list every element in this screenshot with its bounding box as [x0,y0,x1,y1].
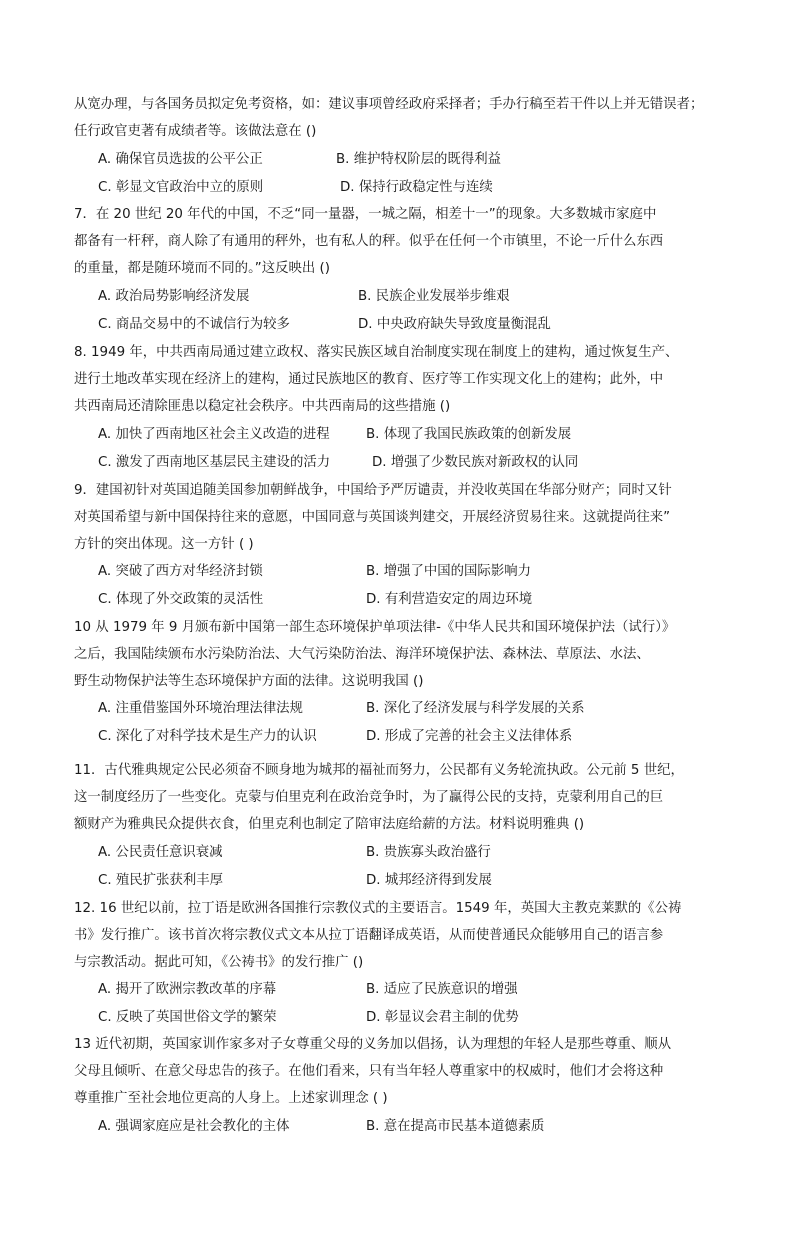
q8-option-c[interactable]: C. 激发了西南地区基层民主建设的活力 [98,455,331,470]
q11-line-1: 11．古代雅典规定公民必须奋不顾身地为城邦的福祉而努力，公民都有义务轮流执政。公元前 5 世纪， [74,763,684,778]
q11-option-b[interactable]: B. 贵族寡头政治盛行 [366,845,491,860]
q6-option-b[interactable]: B. 维护特权阶层的既得利益 [336,152,501,167]
q13-option-b[interactable]: B. 意在提高市民基本道德素质 [366,1119,545,1134]
q13-line-3: 尊重推广至社会地位更高的人身上。上述家训理念 ( ) [74,1091,388,1106]
q11-option-a[interactable]: A. 公民责任意识衰减 [98,845,223,860]
q13-line-1: 13 近代初期，英国家训作家多对子女尊重父母的义务加以倡扬，认为理想的年轻人是那些尊重、顺从 [74,1037,672,1052]
q10-line-1: 10 从 1979 年 9 月颁布新中国第一部生态环境保护单项法律-《中华人民共和国环境保护法（试行）》 [74,620,676,635]
q10-option-d[interactable]: D. 形成了完善的社会主义法律体系 [366,729,573,744]
q13-line-2: 父母且倾听、在意父母忠告的孩子。在他们看来，只有当年轻人尊重家中的权威时，他们才会将这种 [74,1064,664,1079]
q6-option-a[interactable]: A. 确保官员选拔的公平公正 [98,152,263,167]
q7-option-d[interactable]: D. 中央政府缺失导致度量衡混乱 [358,317,551,332]
q8-option-d[interactable]: D. 增强了少数民族对新政权的认同 [372,455,579,470]
q12-option-b[interactable]: B. 适应了民族意识的增强 [366,982,518,997]
q7-line-1: 7．在 20 世纪 20 年代的中国，不乏“同一量器，一城之隔，相差十一”的现象。大多数城市家庭中 [74,207,657,222]
q10-line-3: 野生动物保护法等生态环境保护方面的法律。这说明我国 () [74,674,424,689]
q6-line-1: 从宽办理，与各国务员拟定免考资格，如：建议事项曾经政府采择者；手办行稿至若干件以上并无错误者； [74,97,704,112]
q7-option-c[interactable]: C. 商品交易中的不诚信行为较多 [98,317,290,332]
q9-line-2: 对英国希望与新中国保持往来的意愿，中国同意与英国谈判建交，开展经济贸易往来。这就提尚往来” [74,510,671,525]
q12-option-d[interactable]: D. 彰显议会君主制的优势 [366,1010,519,1025]
q6-option-c[interactable]: C. 彰显文官政治中立的原则 [98,180,264,195]
q10-option-b[interactable]: B. 深化了经济发展与科学发展的关系 [366,701,585,716]
q6-option-d[interactable]: D. 保持行政稳定性与连续 [340,180,493,195]
q9-line-3: 方针的突出体现。这一方针 ( ) [74,537,254,552]
q12-option-a[interactable]: A. 揭开了欧洲宗教改革的序幕 [98,982,277,997]
q11-line-3: 额财产为雅典民众提供衣食，伯里克利也制定了陪审法庭给薪的方法。材料说明雅典 () [74,817,585,832]
q11-option-d[interactable]: D. 城邦经济得到发展 [366,873,492,888]
q7-option-a[interactable]: A. 政治局势影响经济发展 [98,289,250,304]
q7-line-3: 的重量，都是随环境而不同的。”这反映出 () [74,261,330,276]
q12-line-3: 与宗教活动。据此可知，《公祷书》的发行推广 () [74,955,364,970]
q13-option-a[interactable]: A. 强调家庭应是社会教化的主体 [98,1119,290,1134]
q7-option-b[interactable]: B. 民族企业发展举步维艰 [358,289,510,304]
q8-line-3: 共西南局还清除匪患以稳定社会秩序。中共西南局的这些措施 () [74,399,451,414]
q12-option-c[interactable]: C. 反映了英国世俗文学的繁荣 [98,1010,277,1025]
q7-line-2: 都备有一杆秤，商人除了有通用的秤外，也有私人的秤。似乎在任何一个市镇里，不论一斤什么东西 [74,234,664,249]
q8-line-1: 8. 1949 年，中共西南局通过建立政权、落实民族区域自治制度实现在制度上的建构，通过恢复生产、 [74,345,679,360]
q12-line-1: 12. 16 世纪以前，拉丁语是欧洲各国推行宗教仪式的主要语言。1549 年，英国大主教克莱默的《公祷 [74,901,682,916]
q10-option-c[interactable]: C. 深化了对科学技术是生产力的认识 [98,729,317,744]
q6-line-2: 任行政官吏著有成绩者等。该做法意在 () [74,124,317,139]
q9-line-1: 9．建国初针对英国追随美国参加朝鲜战争，中国给予严厉谴责，并没收英国在华部分财产；同时又针 [74,483,672,498]
q11-option-c[interactable]: C. 殖民扩张获利丰厚 [98,873,223,888]
q10-line-2: 之后，我国陆续颁布水污染防治法、大气污染防治法、海洋环境保护法、森林法、草原法、水法、 [74,647,650,662]
q12-line-2: 书》发行推广。该书首次将宗教仪式文本从拉丁语翻译成英语，从而使普通民众能够用自己的语言参 [74,928,664,943]
q8-option-b[interactable]: B. 体现了我国民族政策的创新发展 [366,427,572,442]
q9-option-d[interactable]: D. 有利营造安定的周边环境 [366,592,533,607]
q8-line-2: 进行土地改革实现在经济上的建构，通过民族地区的教育、医疗等工作实现文化上的建构；此外，中 [74,372,664,387]
q9-option-b[interactable]: B. 增强了中国的国际影响力 [366,564,531,579]
q11-line-2: 这一制度经历了一些变化。克蒙与伯里克利在政治竞争时，为了赢得公民的支持，克蒙利用自己的巨 [74,790,664,805]
q10-option-a[interactable]: A. 注重借鉴国外环境治理法律法规 [98,701,303,716]
q9-option-c[interactable]: C. 体现了外交政策的灵活性 [98,592,264,607]
q9-option-a[interactable]: A. 突破了西方对华经济封锁 [98,564,263,579]
q8-option-a[interactable]: A. 加快了西南地区社会主义改造的进程 [98,427,330,442]
